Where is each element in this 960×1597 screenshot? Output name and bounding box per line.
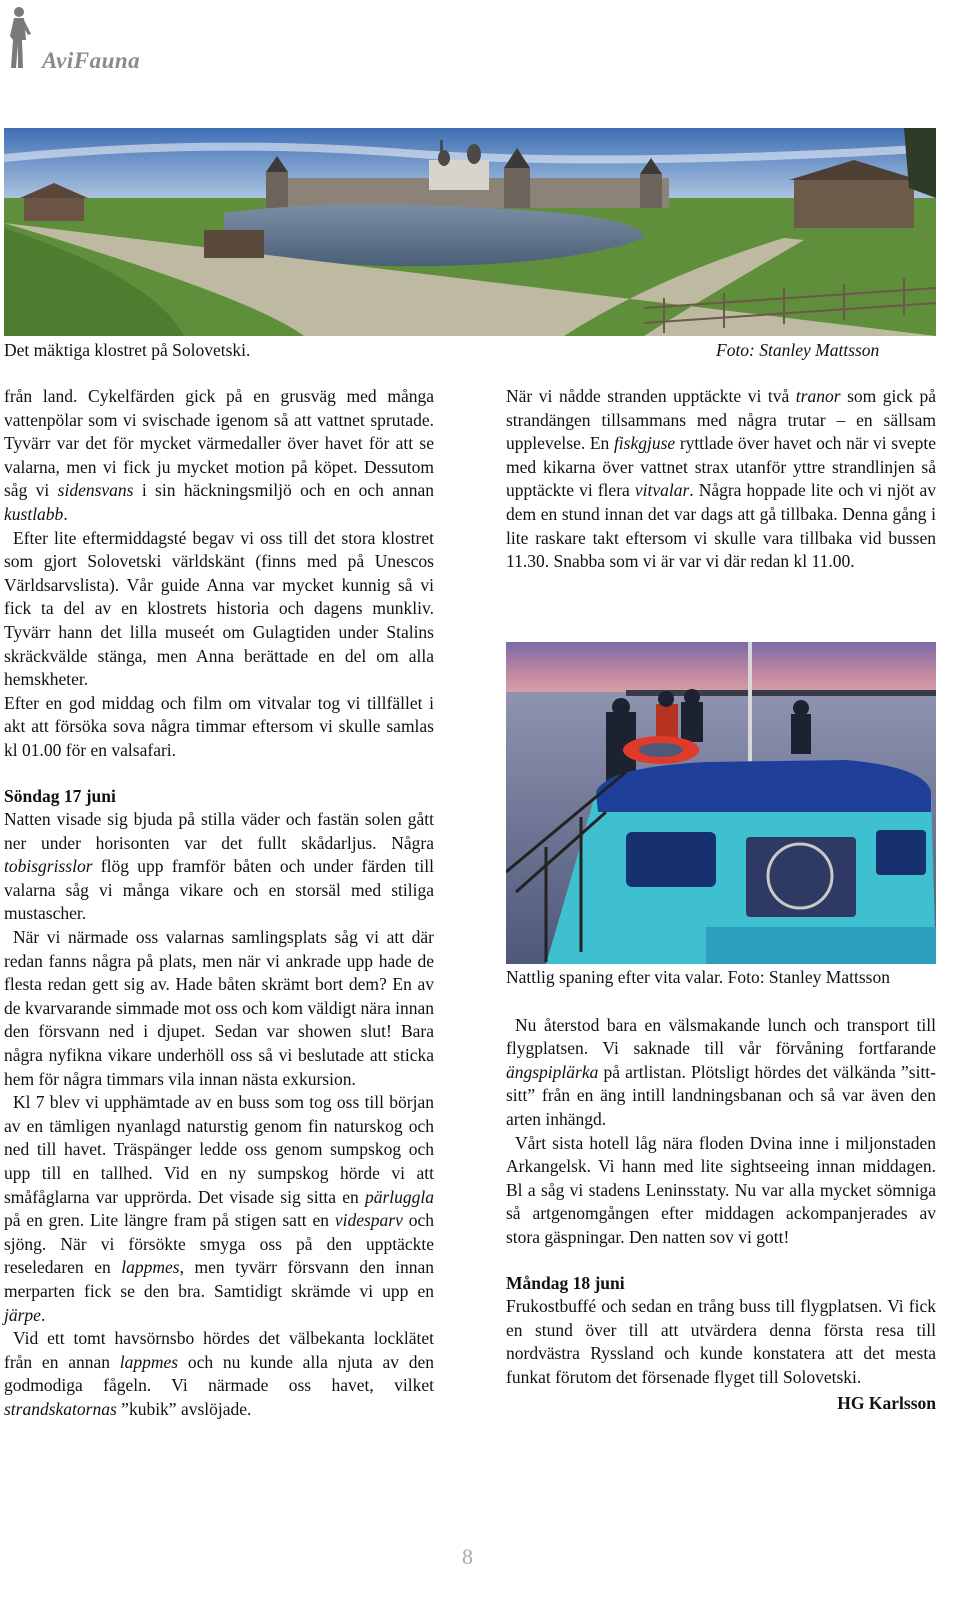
monastery-photo-credit: Foto: Stanley Mattsson — [716, 340, 880, 360]
right-paragraph-4: Frukostbuffé och sedan en trång buss till flygplatsen. Vi fick en stund över till att utvärdera denna första resa till nordvästra Ryssland och kunde konstatera att det mesta funkat förutom det försenade flyget till Solovetski. — [506, 1296, 936, 1387]
logo-text: AviFauna — [42, 48, 141, 73]
left-paragraph-1: från land. Cykelfärden gick på en grusväg med många vattenpölar som vi svischade igenom så att vattnet sprutade. Tyvärr var det för mycket värmedaller över havet för att se valarna, men vi fick ju mycket motion på köpet. Dessutom såg vi sidensvans i sin häckningsmiljö och en och annan kustlabb. — [4, 386, 434, 524]
left-paragraph-5: När vi närmade oss valarnas samlingsplats såg vi att där redan fanns några på plats, men när vi ankrade upp hade de flesta redan gett sig av. Hade båten skrämt bort dem? En av de kvarvarande simmade mot oss och kom väldigt nära innan den försvann ned i djupet. Sedan var showen slut! Bara några nyfikna vikare underhöll oss så vi beslutade att sticka hem för några timmars vila innan nästa exkursion. — [4, 927, 434, 1089]
author-signature: HG Karlsson — [837, 1392, 936, 1413]
hiker-silhouette-icon — [4, 4, 34, 74]
avifauna-logo — [4, 4, 204, 74]
left-paragraph-4: Natten visade sig bjuda på stilla väder och fastän solen gått ner under horisonten var det fullt skådarljus. Några tobisgrisslor flög upp framför båten och under färden till valarna såg vi många vikare och en storsäl med stiliga mustascher. — [4, 809, 434, 924]
boat-caption: Nattlig spaning efter vita valar. Foto: Stanley Mattsson — [506, 967, 890, 987]
left-paragraph-3: Efter en god middag och film om vitvalar tog vi tillfället i akt att försöka sova några timmar eftersom vi skulle samlas kl 01.00 för en valsafari. — [4, 692, 434, 760]
page-number: 8 — [462, 1544, 473, 1569]
left-paragraph-2: Efter lite eftermiddagsté begav vi oss till det stora klostret som gjort Solovetski världskänt (finns med på Unescos Världsarvslista). Vår guide Anna var mycket kunnig så vi fick ta del av en klostrets historia och dagens munkliv. Tyvärr hann det lilla museét om Gulagtiden under Stalins skräckvälde stänga, men Anna berättade en del om alla hemskheter. — [4, 527, 434, 690]
monastery-photo — [4, 128, 936, 336]
section-heading-monday: Måndag 18 juni — [506, 1272, 625, 1293]
left-paragraph-6: Kl 7 blev vi upphämtade av en buss som tog oss till början av en tämligen nyanlagd naturstig genom fin naturskog och ned till havet. Träspänger ledde oss genom sumpskog och upp till en tallhed. Vid en ny sumpskog hörde vi att småfåglarna var upprörda. Det visade sig sitta en pärluggla på en gren. Lite längre fram på stigen satt en videsparv och sjöng. När vi försökte smyga oss på den upptäckte reseledaren en lappmes, men tyvärr försvann den innan merparten fick se den bra. Samtidigt skrämde vi upp en järpe. — [4, 1092, 435, 1325]
right-column-bottom — [506, 966, 936, 1415]
right-column-top — [506, 385, 936, 574]
right-paragraph-1: När vi nådde stranden upptäckte vi två tranor som gick på strandängen tillsammans med några trutar – en sällsam upplevelse. En fiskgjuse ryttlade över havet och när vi svepte med kikarna över vattnet strax utanför yttre strandlinjen så upptäckte vi flera vitvalar. Några hoppade lite och vi njöt av dem en stund innan det var dags att gå tillbaka. Denna gång i lite raskare takt eftersom vi skulle vara tillbaka vid bussen 11.30. Snabba som vi är var vi där redan kl 11.00. — [506, 386, 937, 572]
right-paragraph-3: Vårt sista hotell låg nära floden Dvina inne i miljonstaden Arkangelsk. Vi hann med lite sightseeing innan middagen. Bl a såg vi stadens Leninsstaty. Nu var alla mycket sömniga så artgenomgången efter middagen ackompanjerades av stora gäspningar. Den natten sov vi gott! — [506, 1132, 936, 1247]
boat-photo — [506, 642, 936, 964]
monastery-caption: Det mäktiga klostret på Solovetski. — [4, 340, 251, 360]
section-heading-sunday: Söndag 17 juni — [4, 785, 116, 806]
right-paragraph-2: Nu återstod bara en välsmakande lunch och transport till flygplatsen. Vi saknade till vår förvåning fortfarande ängspiplärka på artlistan. Plötsligt hördes det välkända ”sitt-sitt” från en äng intill landningsbanan och så var även den arten inhängd. — [506, 1014, 936, 1129]
left-column — [4, 385, 434, 1422]
left-paragraph-7: Vid ett tomt havsörnsbo hördes det välbekanta locklätet från en annan lappmes och nu kunde alla njuta av den godmodiga fågeln. Vi närmade oss havet, vilket strandskatornas ”kubik” avslöjade. — [4, 1328, 434, 1419]
